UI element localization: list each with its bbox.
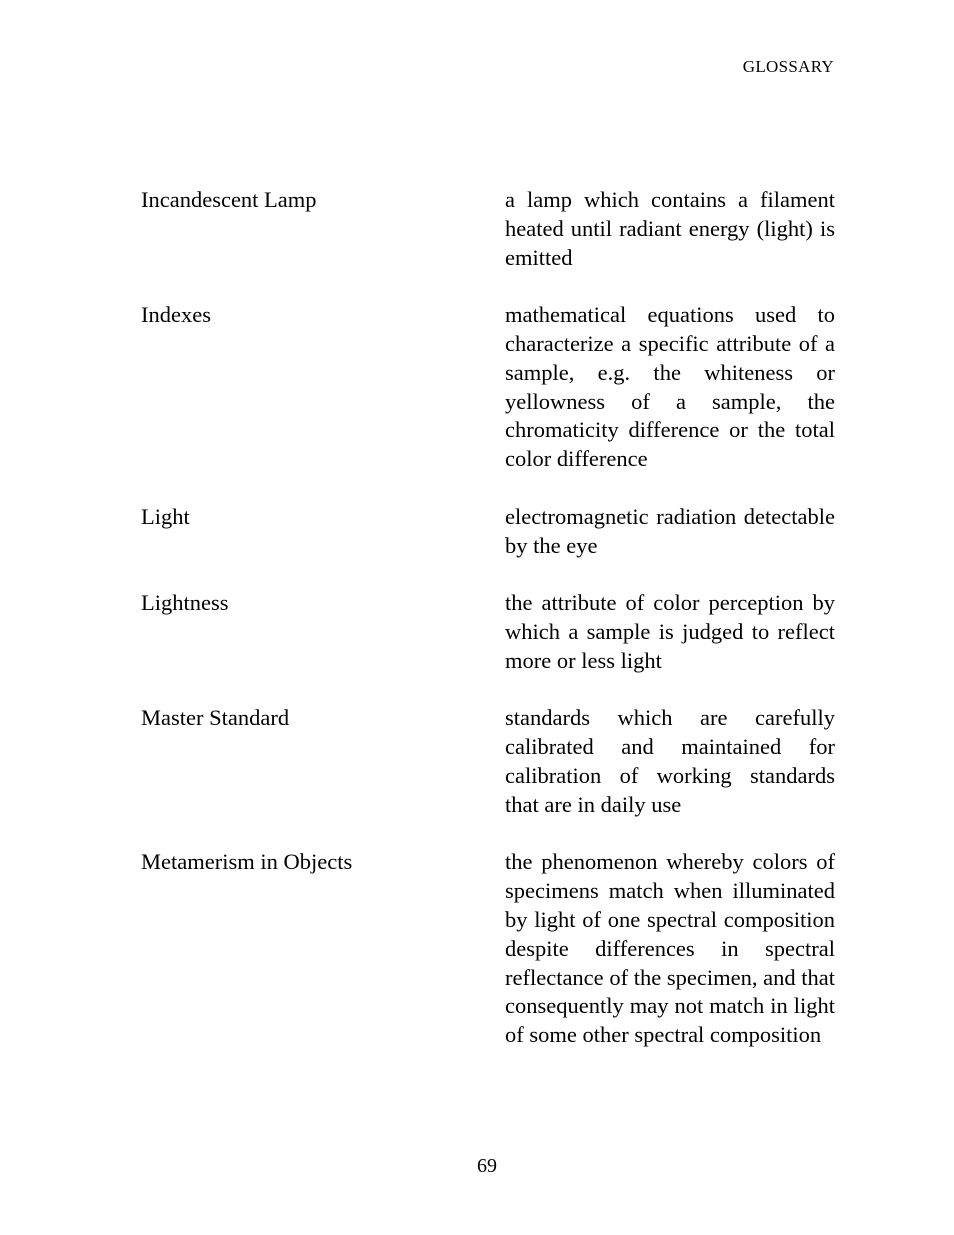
glossary-definition: standards which are carefully calibrated and maintained for calibration of working standards that are in daily use (505, 705, 835, 817)
glossary-term: Master Standard (141, 705, 290, 731)
glossary-entry (141, 186, 835, 272)
glossary-definition: a lamp which contains a filament heated until radiant energy (light) is emitted (505, 187, 835, 270)
glossary-entry (141, 704, 835, 819)
glossary-definition: electromagnetic radiation detectable by the eye (505, 503, 835, 558)
glossary-term: Light (141, 503, 190, 529)
glossary-entry (141, 503, 835, 561)
glossary-entry (141, 301, 835, 474)
glossary-term: Lightness (141, 590, 229, 616)
glossary-definition: the phenomenon whereby colors of specimens match when illuminated by light of one spectral composition despite differences in spectral reflectance of the specimen, and that consequently may not match in light of some other spectral composition (505, 849, 835, 1048)
running-header: GLOSSARY (742, 57, 834, 76)
glossary-entry (141, 589, 835, 675)
glossary-term: Incandescent Lamp (141, 187, 317, 212)
glossary-term: Metamerism in Objects (141, 849, 353, 875)
page-number: 69 (477, 1155, 497, 1177)
glossary-definition: mathematical equations used to characterize a specific attribute of a sample, e.g. the whiteness or yellowness of a sample, the chromaticity difference or the total color difference (505, 302, 835, 472)
glossary-term: Indexes (141, 302, 211, 328)
glossary-entry (141, 848, 835, 1050)
glossary-list (141, 186, 835, 1050)
glossary-definition: the attribute of color perception by which a sample is judged to reflect more or less light (505, 590, 835, 673)
